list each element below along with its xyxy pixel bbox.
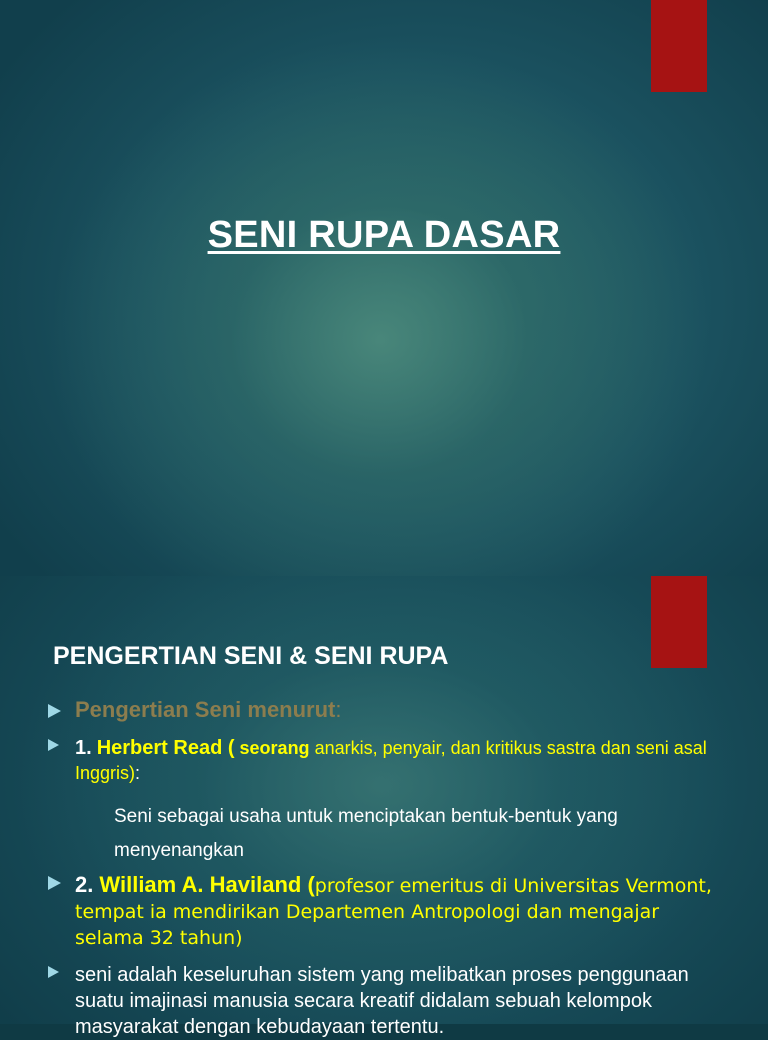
triangle-bullet-icon [48, 966, 59, 978]
author-desc: anarkis, penyair, dan kritikus sastra dan seni asal Inggris) [75, 738, 707, 783]
triangle-bullet-icon [48, 739, 59, 751]
bullet-number: 2. [75, 872, 94, 897]
author-name: William A. Haviland ( [99, 872, 315, 897]
author-desc: profesor emeritus di Universitas Vermont, tempat ia mendirikan Departemen Antropologi dan mengajar selama 32 tahun) [75, 875, 712, 949]
bullet-number: 1. [75, 737, 92, 759]
slide-heading: PENGERTIAN SENI & SENI RUPA [53, 642, 449, 670]
bullet-haviland-text [75, 872, 725, 951]
author-name: Herbert Read ( [96, 737, 235, 759]
triangle-bullet-icon [48, 876, 61, 890]
bullet-intro-label: Pengertian Seni menurut [75, 697, 336, 722]
slide-definition [0, 576, 768, 1038]
bullet-intro-text [75, 697, 725, 723]
bullet-herbert-read-text [75, 736, 725, 786]
bullet-intro-colon: : [335, 697, 342, 722]
accent-tab [651, 0, 707, 92]
bullet-definition-text: seni adalah keseluruhan sistem yang melibatkan proses penggunaan suatu imajinasi manusia secara kreatif didalam sebuah kelompok masyarakat dengan kebudayaan tertentu. [75, 964, 689, 1038]
author-colon: : [135, 763, 141, 783]
triangle-bullet-icon [48, 704, 61, 718]
definition-quote: Seni sebagai usaha untuk menciptakan bentuk-bentuk yang menyenangkan [114, 806, 618, 861]
author-desc-bold: seorang [239, 738, 310, 758]
accent-tab [651, 576, 707, 668]
slide-title-text: SENI RUPA DASAR [207, 214, 561, 256]
